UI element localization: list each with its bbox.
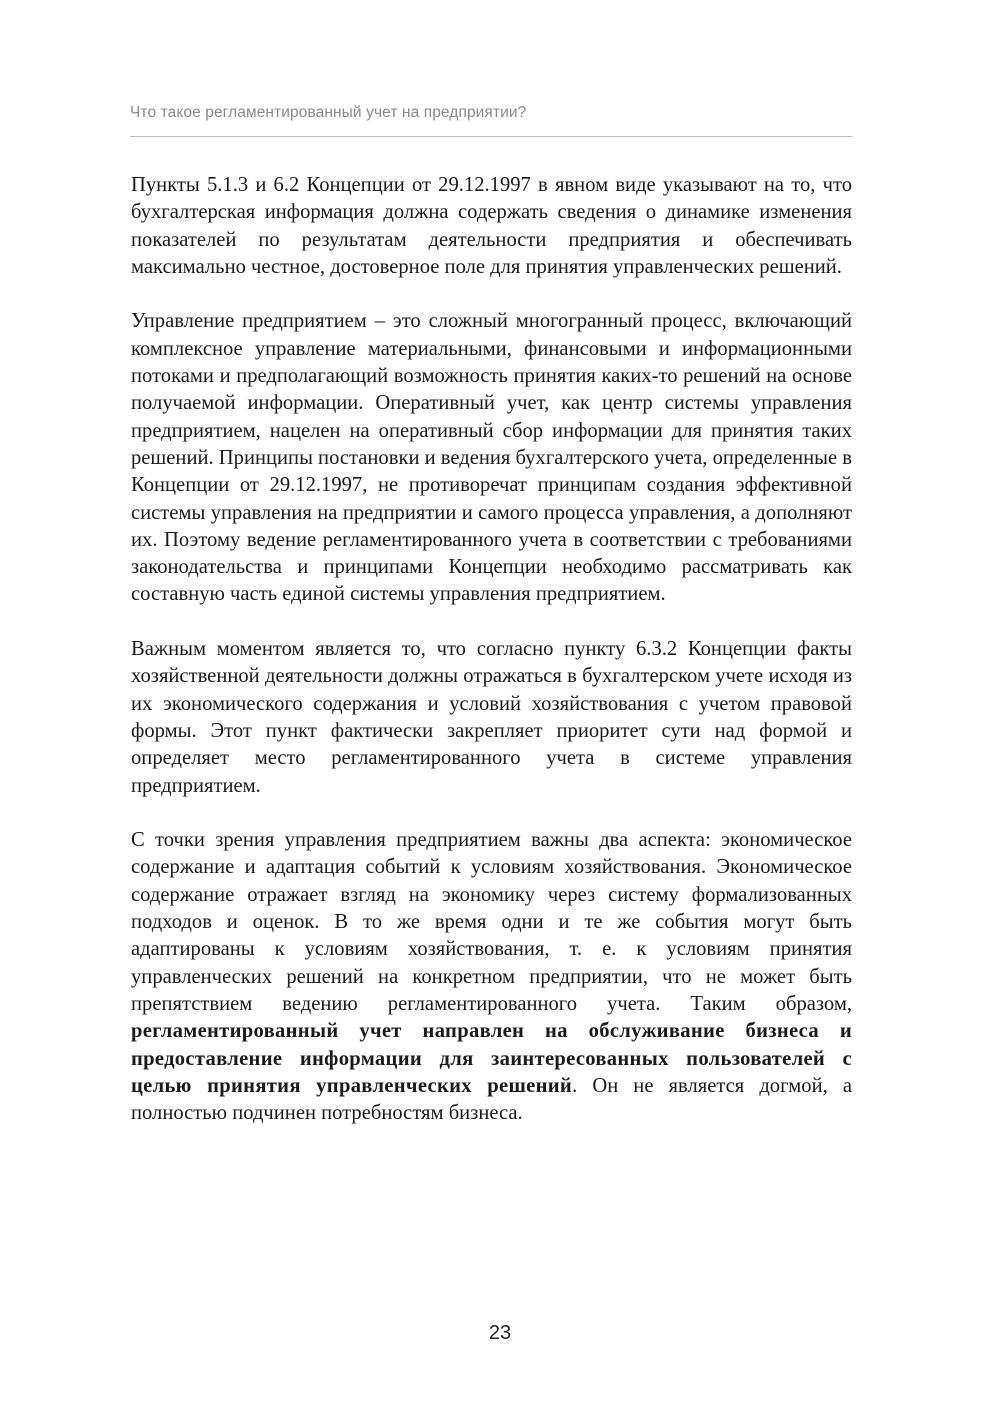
running-header: Что такое регламентированный учет на предприятии? [130, 104, 527, 121]
paragraph-3: Важным моментом является то, что согласно пункту 6.3.2 Концепции факты хозяйственной деятельности должны отражаться в бухгалтерском учете исходя из их экономического содержания и условий хозяйствования с учетом правовой формы. Этот пункт фактически закрепляет приоритет сути над формой и определяет место регламентированного учета в системе управления предприятием. [131, 638, 852, 797]
paragraph-4-text-end: . Он не является догмой, а полностью подчинен потребностям бизнеса. [131, 1074, 853, 1125]
paragraph-1: Пункты 5.1.3 и 6.2 Концепции от 29.12.1997 в явном виде указывают на то, что бухгалтерская информация должна содержать сведения о динамике изменения показателей по результатам деятельности предприятия и обеспечивать максимально честное, достоверное поле для принятия управленческих решений. [131, 174, 852, 278]
header-divider [130, 136, 852, 137]
paragraph-4-bold-emphasis: регламентированный учет направлен на обслуживание бизнеса и предоставление информации для заинтересованных пользователей с целью принятия управленческих решений [131, 1020, 852, 1097]
body-text [131, 172, 852, 1155]
paragraph-4-text-start: С точки зрения управления предприятием важны два аспекта: экономическое содержание и адаптация событий к условиям хозяйствования. Экономическое содержание отражает взгляд на экономику через систему формализованных подходов и оценок. В то же время одни и те же события могут быть адаптированы к условиям хозяйствования, т. е. к условиям принятия управленческих решений на конкретном предприятии, что не может быть препятствием ведению регламентированного учета. Таким образом, [131, 829, 852, 1015]
page-number: 23 [488, 1322, 512, 1344]
paragraph-2: Управление предприятием – это сложный многогранный процесс, включающий комплексное управление материальными, финансовыми и информационными потоками и предполагающий возможность принятия каких-то решений на основе получаемой информации. Оперативный учет, как центр системы управления предприятием, нацелен на оперативный сбор информации для принятия таких решений. Принципы постановки и ведения бухгалтерского учета, определенные в Концепции от 29.12.1997, не противоречат принципам создания эффективной системы управления на предприятии и самого процесса управления, а дополняют их. Поэтому ведение регламентированного учета в соответствии с требованиями законодательства и принципами Концепции необходимо рассматривать как составную часть единой системы управления предприятием. [131, 310, 852, 606]
paragraph-4 [131, 827, 852, 1127]
